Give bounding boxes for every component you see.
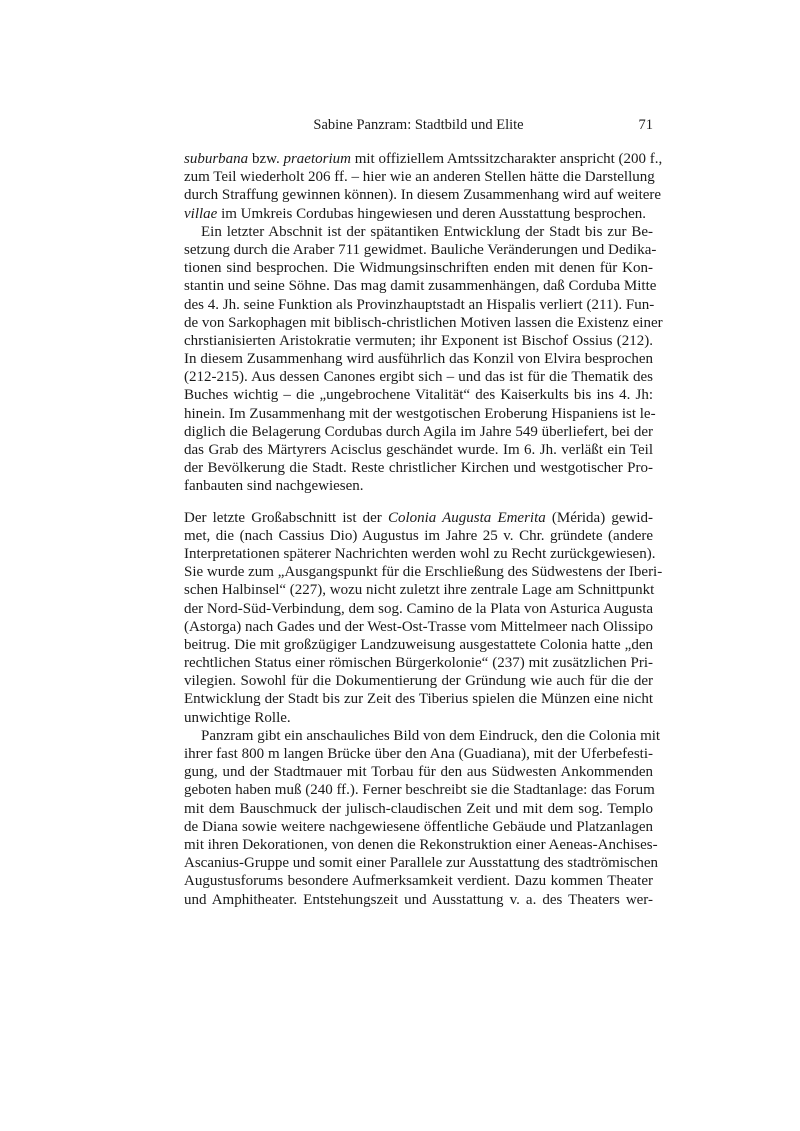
text-line: des 4. Jh. seine Funktion als Provinzhauptstadt an Hispalis verliert (211). Fun- bbox=[184, 296, 655, 313]
text-line: geboten haben muß (240 ff.). Ferner beschreibt sie die Stadtanlage: das Forum bbox=[184, 782, 655, 799]
text-line: setzung durch die Araber 711 gewidmet. Bauliche Veränderungen und Dedika- bbox=[184, 241, 657, 258]
text-segment: (Mérida) gewid- bbox=[545, 509, 653, 526]
italic-term: praetorium bbox=[283, 151, 351, 167]
text-line: Buches wichtig – die „ungebrochene Vitalität“ des Kaiserkults bis ins 4. Jh: bbox=[184, 387, 653, 404]
italic-term: Colonia Augusta Emerita bbox=[387, 509, 546, 526]
text-line: vilegien. Sowohl für die Dokumentierung der Gründung wie auch für die der bbox=[184, 673, 653, 690]
text-line bbox=[184, 150, 663, 168]
running-header bbox=[184, 117, 653, 135]
text-line: (Astorga) nach Gades und der West-Ost-Trasse vom Mittelmeer nach Olissipo bbox=[184, 618, 653, 635]
text-line: fanbauten sind nachgewiesen. bbox=[184, 478, 364, 495]
text-line: der Nord-Süd-Verbindung, dem sog. Camino de la Plata von Asturica Augusta bbox=[184, 600, 654, 617]
text-line: Ascanius-Gruppe und somit einer Parallele zur Ausstattung des stadtrömischen bbox=[184, 855, 659, 872]
text-line: (212-215). Aus dessen Canones ergibt sich – und das ist für die Thematik des bbox=[184, 369, 653, 386]
text-line: tionen sind besprochen. Die Widmungsinschriften enden mit denen für Kon- bbox=[184, 260, 653, 277]
italic-term: suburbana bbox=[184, 151, 249, 167]
text-line: met, die (nach Cassius Dio) Augustus im Jahre 25 v. Chr. gründete (andere bbox=[184, 527, 653, 544]
text-segment: im Umkreis Cordubas hingewiesen und deren Ausstattung besprochen. bbox=[217, 205, 646, 222]
text-line: de Diana sowie weitere nachgewiesene öffentliche Gebäude und Platzanlagen bbox=[184, 818, 653, 835]
text-line: Sie wurde zum „Ausgangspunkt für die Erschließung des Südwestens der Iberi- bbox=[184, 564, 663, 581]
text-line: hinein. Im Zusammenhang mit der westgotischen Eroberung Hispaniens ist le- bbox=[184, 405, 656, 422]
text-line bbox=[184, 509, 653, 527]
text-line: das Grab des Märtyrers Acisclus geschändet wurde. Im 6. Jh. verläßt ein Teil bbox=[184, 442, 653, 458]
text-line bbox=[184, 205, 653, 223]
text-line: stantin und seine Söhne. Das mag damit zusammenhängen, daß Corduba Mitte bbox=[184, 278, 657, 295]
text-segment: Der letzte Großabschnitt ist der bbox=[184, 509, 388, 526]
paragraph bbox=[184, 509, 663, 727]
paragraph bbox=[184, 150, 663, 223]
text-line: de von Sarkophagen mit biblisch-christlichen Motiven lassen die Existenz einer bbox=[184, 314, 663, 331]
text-line: zum Teil wiederholt 206 ff. – hier wie an anderen Stellen hätte die Darstellung bbox=[184, 169, 655, 186]
text-line: In diesem Zusammenhang wird ausführlich das Konzil von Elvira besprochen bbox=[184, 351, 653, 368]
text-line: der Bevölkerung die Stadt. Reste christlicher Kirchen und westgotischer Pro- bbox=[184, 460, 653, 477]
text-segment: mit offiziellem Amtssitzcharakter anspricht (200 f., bbox=[350, 151, 663, 167]
text-line: mit dem Bauschmuck der julisch-claudischen Zeit und mit dem sog. Templo bbox=[184, 800, 653, 817]
text-line: beitrug. Die mit großzügiger Landzuweisung ausgestattete Colonia hatte „den bbox=[184, 636, 653, 653]
text-line: unwichtige Rolle. bbox=[184, 709, 291, 726]
paragraph bbox=[184, 223, 663, 496]
text-line: ihrer fast 800 m langen Brücke über den Ana (Guadiana), mit der Uferbefesti- bbox=[184, 746, 653, 762]
text-line: mit ihren Dekorationen, von denen die Rekonstruktion einer Aeneas-Anchises- bbox=[184, 836, 658, 853]
text-line: Interpretationen späterer Nachrichten werden wohl zu Recht zurückgewiesen). bbox=[184, 545, 656, 562]
text-line: gung, und der Stadtmauer mit Torbau für den aus Südwesten Ankommenden bbox=[184, 764, 653, 781]
text-line: Ein letzter Abschnit ist der spätantiken Entwicklung der Stadt bis zur Be- bbox=[201, 223, 653, 240]
text-line: schen Halbinsel“ (227), wozu nicht zuletzt ihre zentrale Lage am Schnittpunkt bbox=[184, 582, 655, 599]
text-line: Panzram gibt ein anschauliches Bild von dem Eindruck, den die Colonia mit bbox=[201, 727, 661, 744]
text-line: chrstianisierten Aristokratie vermuten; ihr Exponent ist Bischof Ossius (212). bbox=[184, 332, 653, 349]
text-line: durch Straffung gewinnen können). In diesem Zusammenhang wird auf weitere bbox=[184, 187, 662, 204]
text-line: und Amphitheater. Entstehungszeit und Ausstattung v. a. des Theaters wer- bbox=[184, 891, 653, 908]
text-line: diglich die Belagerung Cordubas durch Agila im Jahre 549 überliefert, bei der bbox=[184, 423, 653, 440]
text-segment: bzw. bbox=[248, 151, 284, 167]
paragraph bbox=[184, 727, 661, 909]
text-line: Augustusforums besondere Aufmerksamkeit verdient. Dazu kommen Theater bbox=[184, 873, 653, 890]
page-number: 71 bbox=[638, 117, 653, 133]
italic-term: villae bbox=[184, 205, 218, 222]
body-text bbox=[184, 150, 663, 909]
text-line: Entwicklung der Stadt bis zur Zeit des Tiberius spielen die Münzen eine nicht bbox=[184, 691, 653, 708]
running-title: Sabine Panzram: Stadtbild und Elite bbox=[313, 117, 524, 133]
text-line: rechtlichen Status einer römischen Bürgerkolonie“ (237) mit zusätzlichen Pri- bbox=[184, 655, 653, 672]
